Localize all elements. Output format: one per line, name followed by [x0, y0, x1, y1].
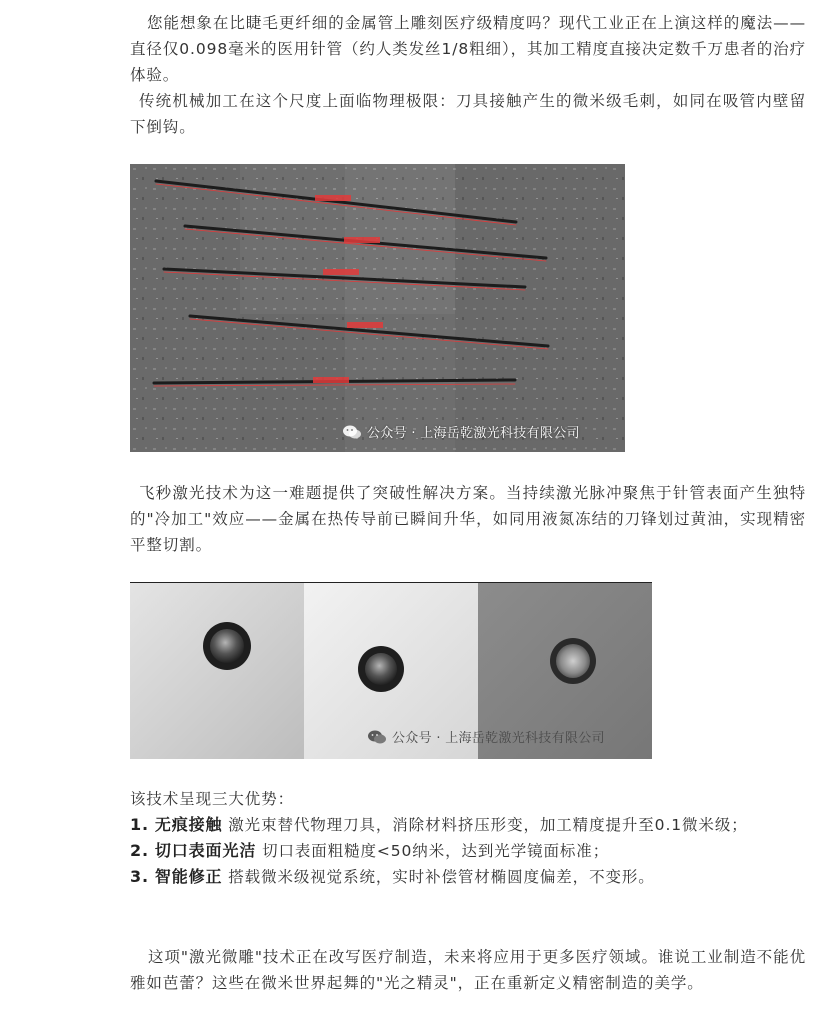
- photos-watermark: [367, 727, 605, 746]
- advantage-text: 搭载微米级视觉系统，实时补偿管材椭圆度偏差，不变形。: [228, 868, 655, 886]
- wechat-icon: [342, 424, 362, 440]
- advantage-item-1: [130, 812, 806, 838]
- femtosecond-laser-paragraph: 飞秒激光技术为这一难题提供了突破性解决方案。当持续激光脉冲聚焦于针管表面产生独特的"冷加工"效应——金属在热传导前已瞬间升华，如同用液氮冻结的刀锋划过黄油，实现精密平整切割。: [130, 484, 806, 554]
- intro-paragraph: 您能想象在比睫毛更纤细的金属管上雕刻医疗级精度吗？现代工业正在上演这样的魔法——直径仅0.098毫米的医用针管（约人类发丝1/8粗细），其加工精度直接决定数千万患者的治疗体验。: [130, 14, 806, 84]
- advantage-number: 2.: [130, 841, 150, 860]
- advantage-text: 激光束替代物理刀具，消除材料挤压形变，加工精度提升至0.1微米级；: [228, 816, 748, 834]
- advantage-number: 1.: [130, 815, 150, 834]
- advantage-item-2: [130, 838, 806, 864]
- watermark-text: 公众号 · 上海岳乾激光科技有限公司: [367, 426, 580, 441]
- advantage-title: 切口表面光洁: [154, 841, 257, 860]
- advantage-number: 3.: [130, 867, 150, 886]
- list-intro: 该技术呈现三大优势：: [130, 790, 295, 808]
- advantage-title: 智能修正: [154, 867, 223, 886]
- needle-tubes-micrograph: [130, 164, 625, 452]
- watermark-text: 公众号 · 上海岳乾激光科技有限公司: [392, 731, 605, 746]
- traditional-machining-paragraph: 传统机械加工在这个尺度上面临物理极限：刀具接触产生的微米级毛刺，如同在吸管内壁留下倒钩。: [130, 92, 806, 136]
- wechat-icon: [367, 729, 387, 745]
- advantage-title: 无痕接触: [154, 815, 223, 834]
- advantages-list: [130, 786, 806, 890]
- micrograph-watermark: [342, 422, 580, 441]
- advantage-text: 切口表面粗糙度<50纳米，达到光学镜面标准；: [262, 842, 610, 860]
- advantage-item-3: [130, 864, 806, 890]
- micrograph-drawing: [130, 164, 625, 452]
- closing-paragraph: 这项"激光微雕"技术正在改写医疗制造，未来将应用于更多医疗领域。谁说工业制造不能优雅如芭蕾？这些在微米世界起舞的"光之精灵"，正在重新定义精密制造的美学。: [130, 948, 806, 992]
